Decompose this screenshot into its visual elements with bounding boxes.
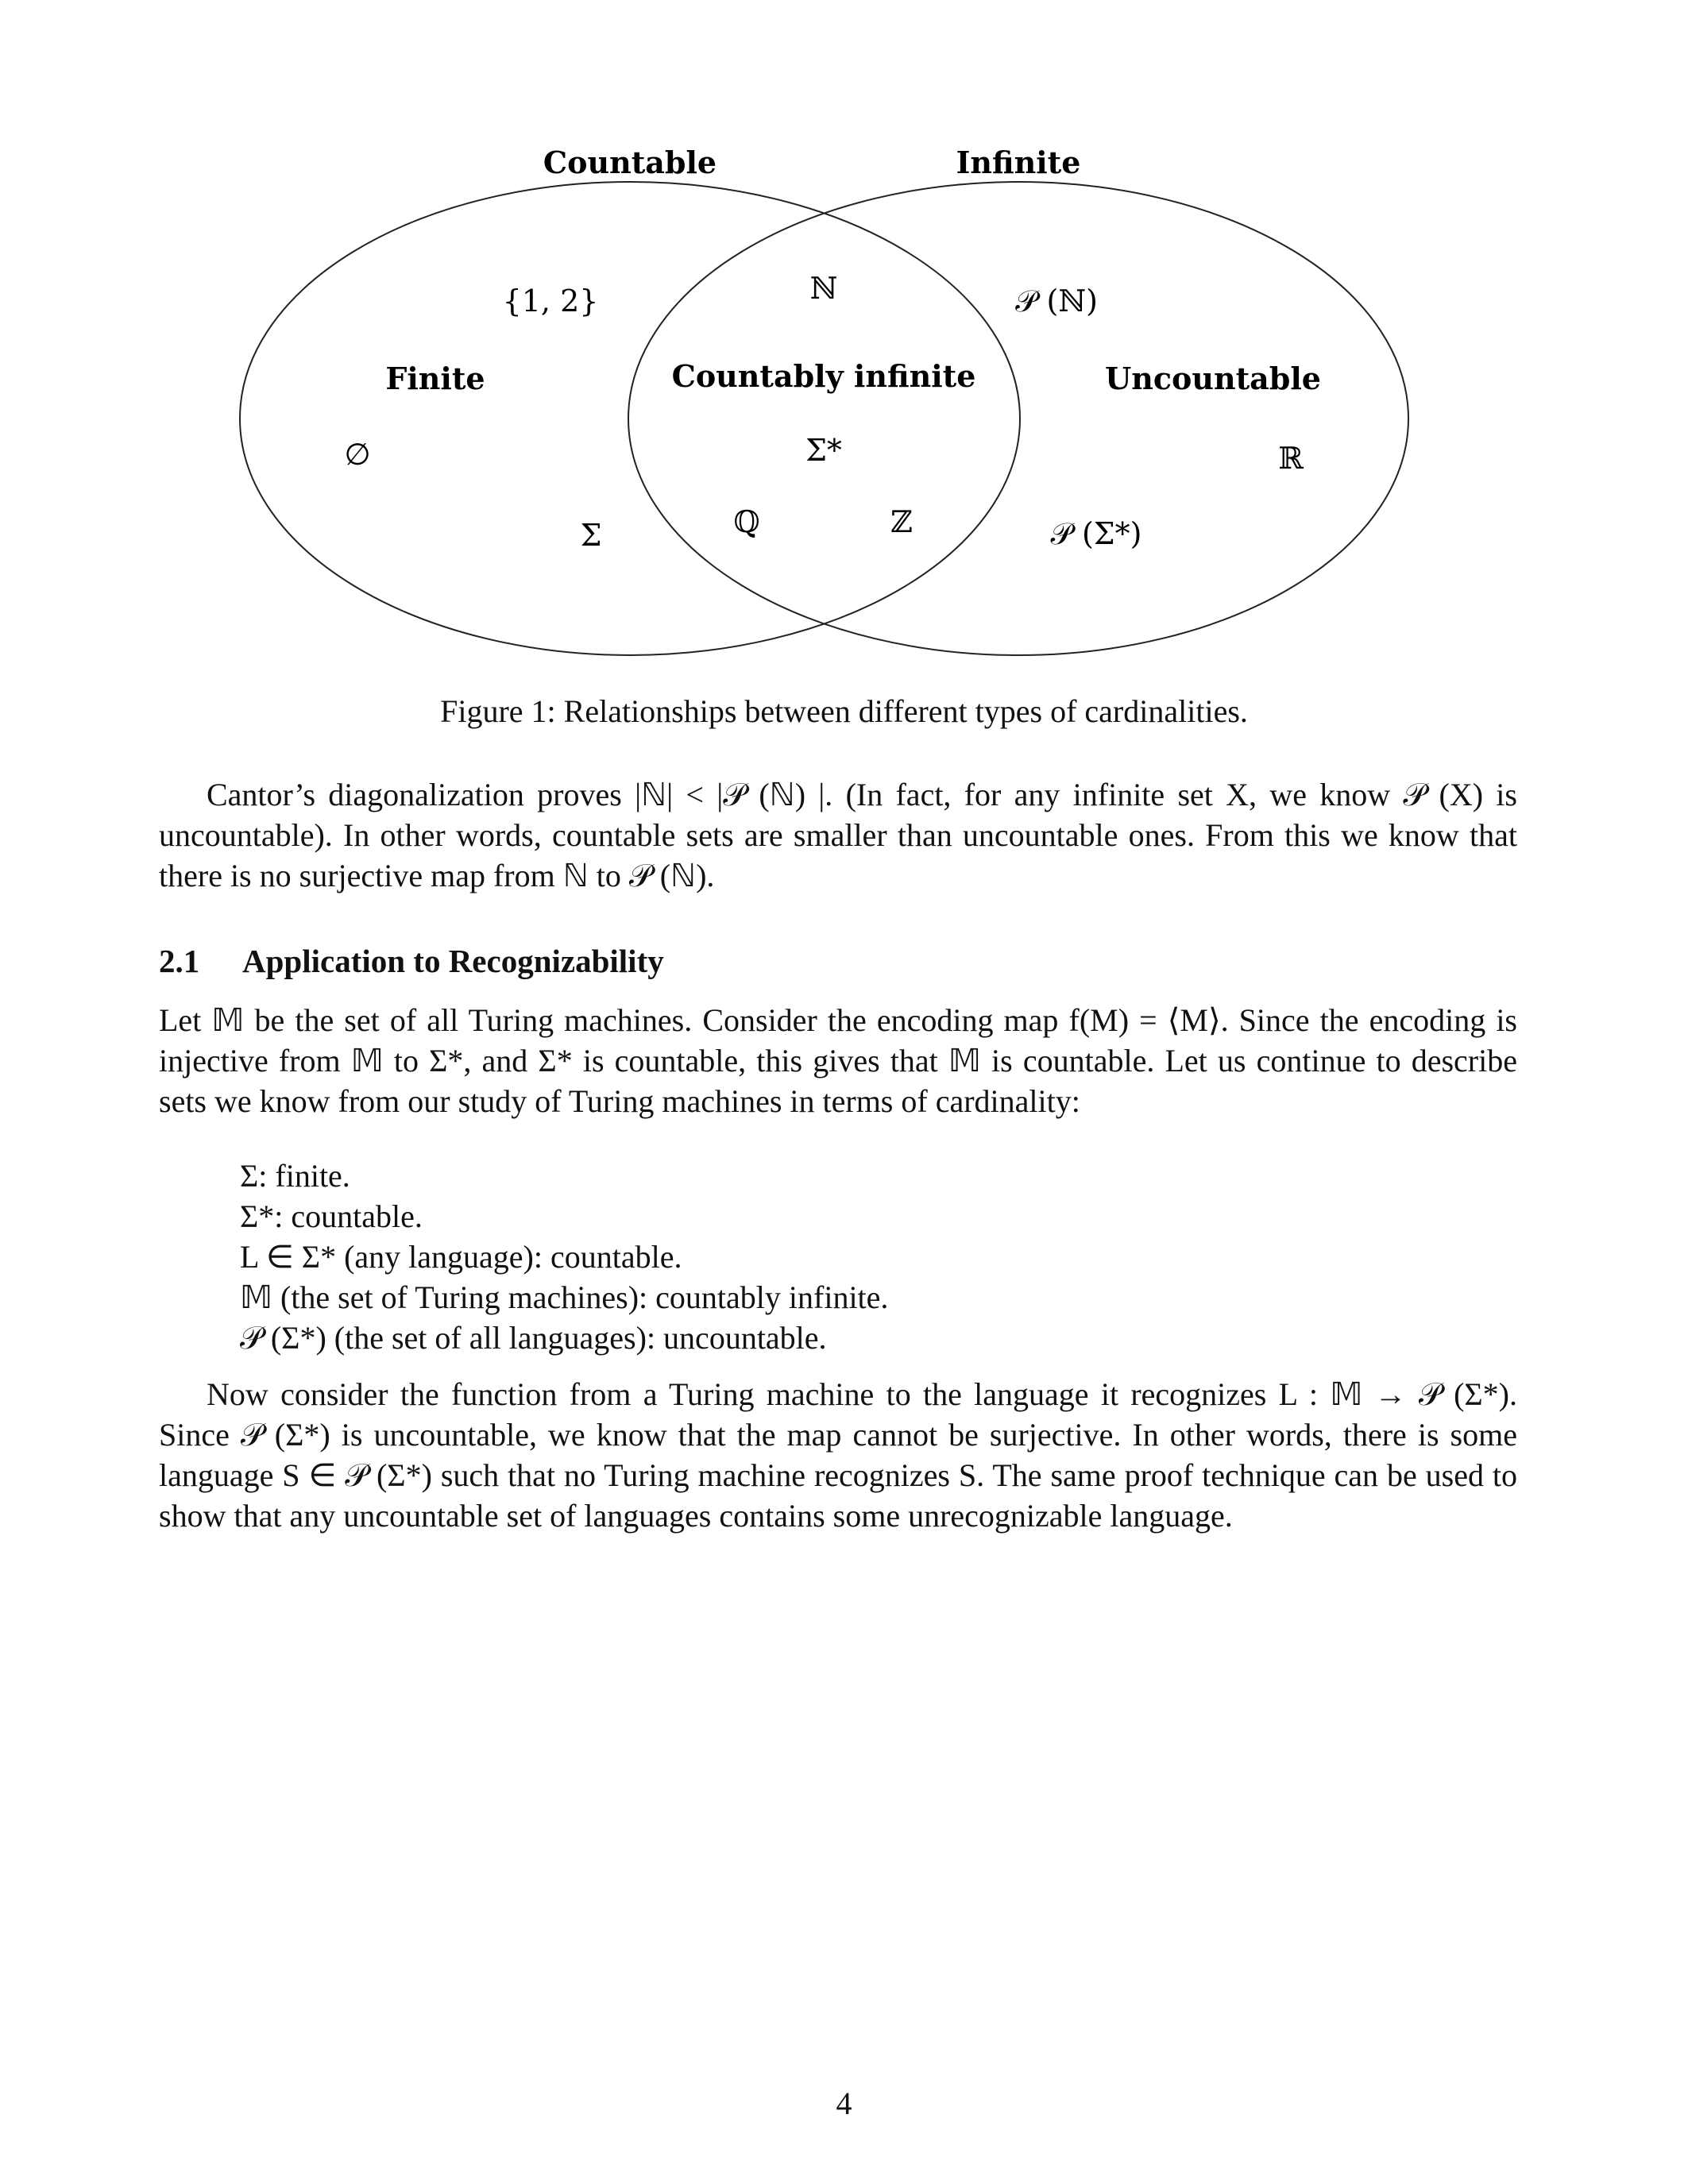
element-reals: ℝ	[1278, 441, 1304, 476]
element-rationals: ℚ	[733, 504, 760, 539]
list-item: 𝒫 (Σ*) (the set of all languages): uncountable.	[240, 1320, 827, 1356]
section-heading	[159, 942, 664, 980]
list-item: Σ: finite.	[240, 1158, 350, 1194]
infinite-ellipse	[628, 182, 1408, 655]
paragraph-cantor: Cantor’s diagonalization proves |ℕ| < |𝒫 (ℕ) |. (In fact, for any infinite set X, we know 𝒫 (X) is uncountable). In other words, countable sets are smaller than uncountable ones. From this we know that there is no surjective map from ℕ to 𝒫 (ℕ).	[159, 777, 1517, 893]
uncountable-label: Uncountable	[1105, 361, 1321, 396]
element-integers: ℤ	[890, 504, 913, 539]
cardinality-list	[240, 1156, 888, 1358]
finite-label: Finite	[385, 361, 485, 396]
paragraph-recognizability: Now consider the function from a Turing machine to the language it recognizes L : 𝕄 → 𝒫 (Σ*). Since 𝒫 (Σ*) is uncountable, we know that the map cannot be surjective. In other words, there is some language S ∈ 𝒫 (Σ*) such that no Turing machine recognizes S. The same proof technique can be used to show that any uncountable set of languages contains some unrecognizable language.	[159, 1376, 1517, 1534]
element-empty-set: ∅	[344, 437, 371, 472]
countable-label: Countable	[543, 145, 717, 180]
countable-ellipse	[240, 182, 1020, 655]
element-power-sigma-star: 𝒫 (Σ*)	[1050, 516, 1142, 551]
element-one-two: {1, 2}	[502, 284, 599, 318]
infinite-label: Infinite	[956, 145, 1081, 180]
element-sigma: Σ	[580, 518, 602, 553]
figure-caption: Figure 1: Relationships between different types of cardinalities.	[440, 693, 1248, 729]
section-number: 2.1	[159, 943, 200, 979]
section-title: Application to Recognizability	[242, 943, 664, 979]
list-item: Σ*: countable.	[240, 1198, 423, 1234]
countably-infinite-label: Countably infinite	[671, 358, 976, 394]
element-power-naturals: 𝒫 (ℕ)	[1015, 284, 1098, 318]
venn-diagram	[0, 0, 1688, 683]
page-number: 4	[836, 2086, 852, 2121]
list-item: L ∈ Σ* (any language): countable.	[240, 1239, 682, 1275]
list-item: 𝕄 (the set of Turing machines): countably infinite.	[240, 1279, 889, 1315]
element-naturals: ℕ	[809, 271, 838, 306]
paragraph-turing-machines: Let 𝕄 be the set of all Turing machines. Consider the encoding map f(M) = ⟨M⟩. Since the encoding is injective from 𝕄 to Σ*, and Σ* is countable, this gives that 𝕄 is countable. Let us continue to describe sets we know from our study of Turing machines in terms of cardinality:	[159, 1002, 1517, 1119]
element-sigma-star: Σ*	[805, 433, 842, 468]
